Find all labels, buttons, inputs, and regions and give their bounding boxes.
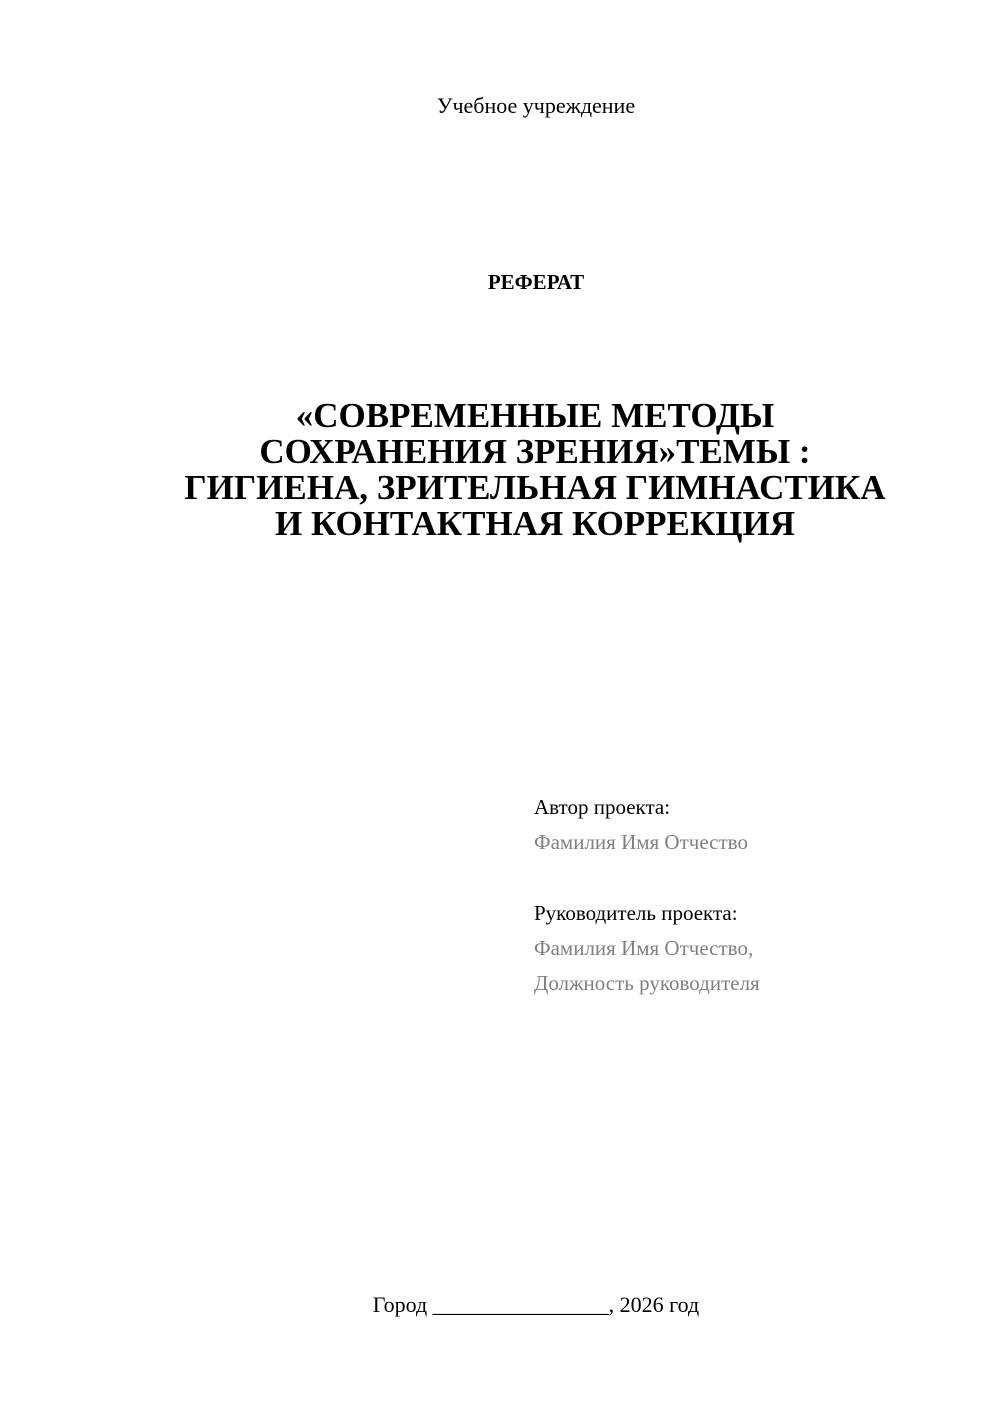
topic-line: СОХРАНЕНИЯ ЗРЕНИЯ»ТЕМЫ : [259,432,811,471]
spacer [534,860,964,896]
year-text: , 2026 год [608,1292,700,1317]
project-info [534,790,964,1001]
city-blank: ________________ [432,1292,609,1317]
document-type: РЕФЕРАТ [487,270,585,294]
city-label: Город [372,1292,428,1317]
supervisor-position: Должность руководителя [534,971,760,995]
document-topic [130,398,940,542]
supervisor-label: Руководитель проекта: [534,901,738,925]
topic-line: «СОВРЕМЕННЫЕ МЕТОДЫ [295,396,775,435]
topic-line: И КОНТАКТНАЯ КОРРЕКЦИЯ [275,504,795,543]
institution-name: Учебное учреждение [436,93,636,118]
author-label: Автор проекта: [534,795,671,819]
author-name: Фамилия Имя Отчество [534,830,748,854]
supervisor-name: Фамилия Имя Отчество, [534,936,754,960]
city-year-line [0,1290,1000,1320]
topic-line: ГИГИЕНА, ЗРИТЕЛЬНАЯ ГИМНАСТИКА [184,468,886,507]
